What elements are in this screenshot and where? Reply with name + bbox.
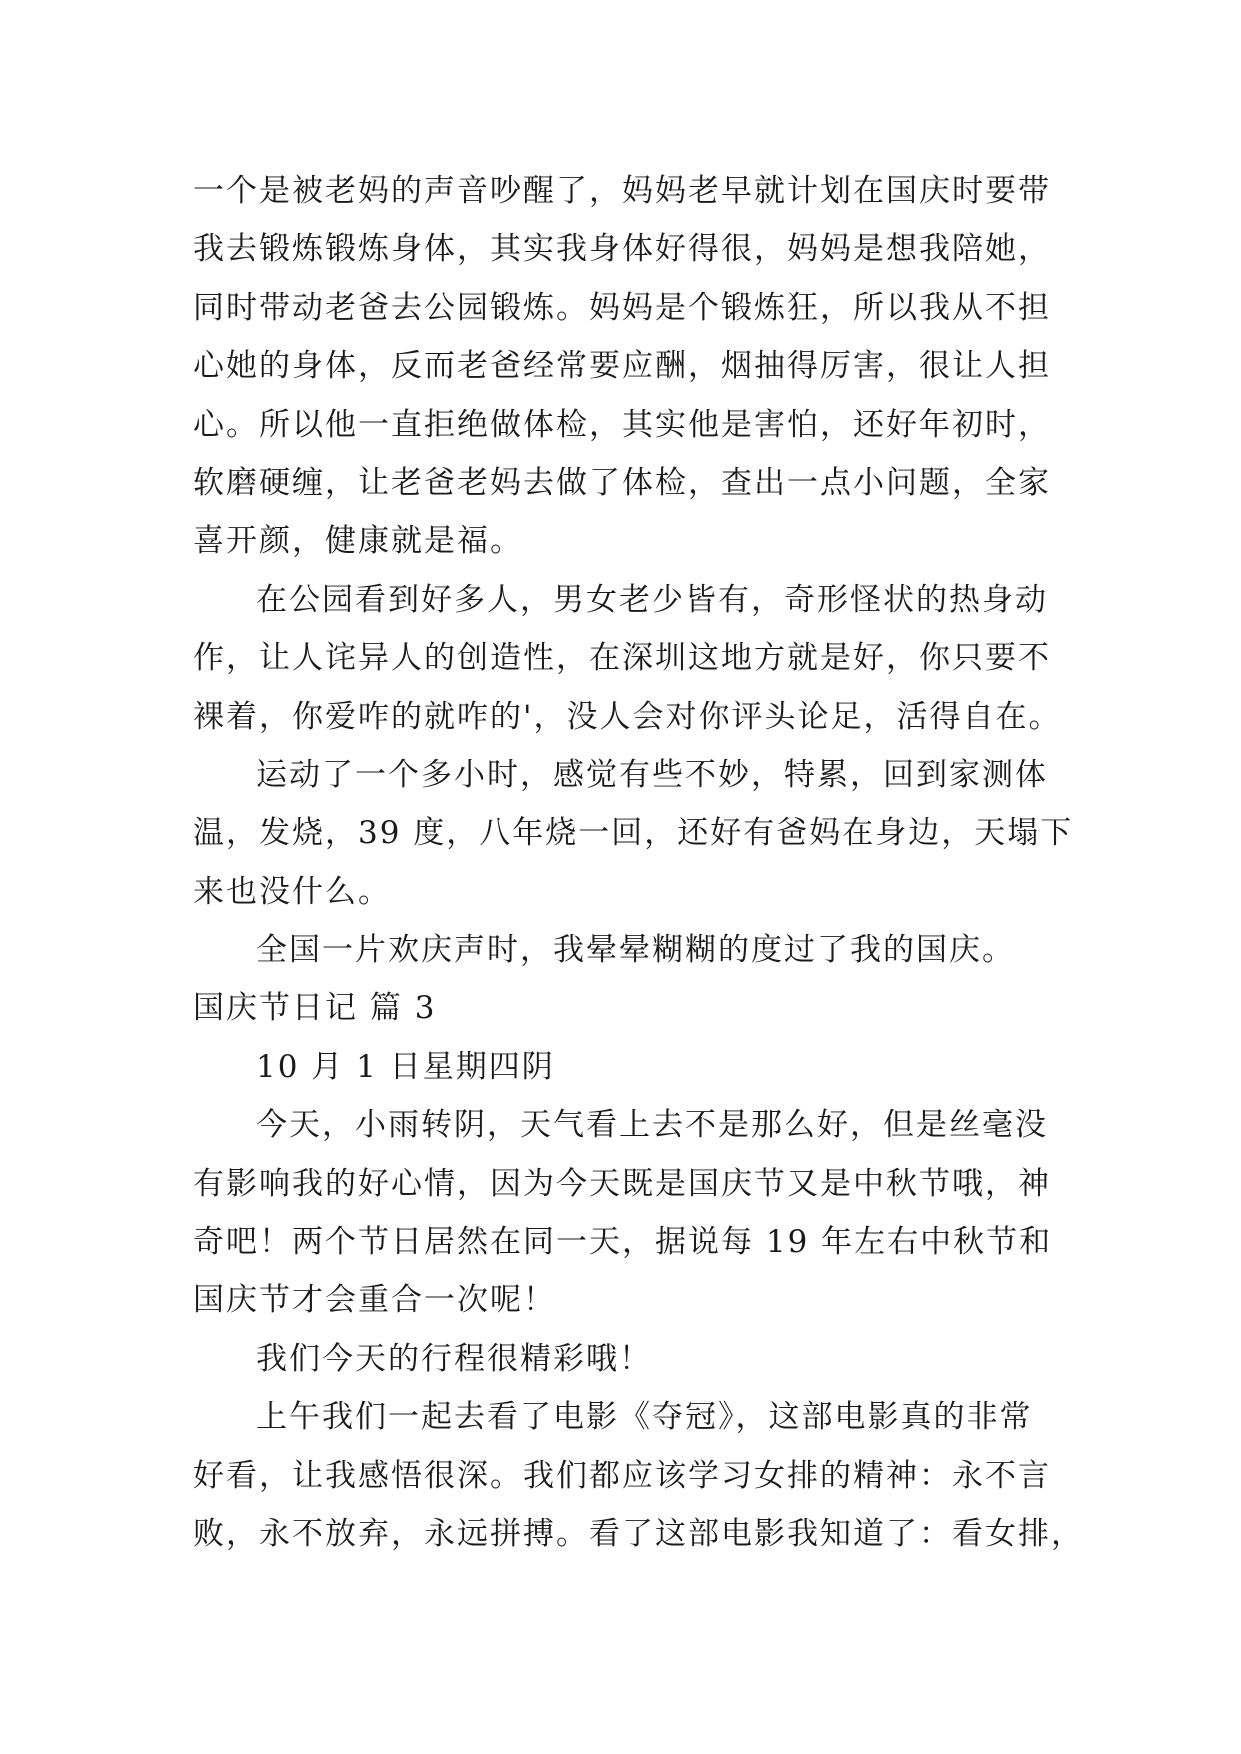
- text-line-2: 我去锻炼锻炼身体，其实我身体好得很，妈妈是想我陪她，: [193, 231, 1051, 268]
- text-line-1: 一个是被老妈的声音吵醒了，妈妈老早就计划在国庆时要带: [193, 173, 1051, 209]
- text-line-23: 好看，让我感悟很深。我们都应该学习女排的精神：永不言: [193, 1457, 1051, 1494]
- text-line-5: 心。所以他一直拒绝做体检，其实他是害怕，还好年初时，: [193, 406, 1051, 443]
- diary-date-line: 10 月 1 日星期四阴: [256, 1048, 555, 1085]
- text-line-3: 同时带动老爸去公园锻炼。妈妈是个锻炼狂，所以我从不担: [193, 289, 1051, 326]
- text-line-12: 温，发烧，39 度，八年烧一回，还好有爸妈在身边，天塌下: [193, 815, 1074, 852]
- text-line-14: 全国一片欢庆声时，我晕晕糊糊的度过了我的国庆。: [256, 932, 1015, 969]
- text-line-22: 上午我们一起去看了电影《夺冠》，这部电影真的非常: [256, 1399, 1033, 1436]
- text-line-13: 来也没什么。: [193, 873, 391, 910]
- text-line-10: 裸着，你爱咋的就咋的'，没人会对你评头论足，活得自在。: [193, 698, 1062, 735]
- document-body: [193, 162, 1084, 1563]
- text-line-8: 在公园看到好多人，男女老少皆有，奇形怪状的热身动: [256, 581, 1048, 618]
- text-line-18: 有影响我的好心情，因为今天既是国庆节又是中秋节哦，神: [193, 1165, 1051, 1202]
- text-line-7: 喜开颜，健康就是福。: [193, 523, 523, 560]
- text-line-19: 奇吧！两个节日居然在同一天，据说每 19 年左右中秋节和: [193, 1224, 1053, 1261]
- text-line-24: 败，永不放弃，永远拼搏。看了这部电影我知道了：看女排，: [193, 1515, 1084, 1552]
- section-heading: 国庆节日记 篇 3: [193, 990, 437, 1027]
- text-line-21: 我们今天的行程很精彩哦！: [256, 1340, 652, 1377]
- text-line-9: 作，让人诧异人的创造性，在深圳这地方就是好，你只要不: [193, 640, 1051, 677]
- text-line-17: 今天，小雨转阴，天气看上去不是那么好，但是丝毫没: [256, 1107, 1048, 1144]
- text-line-11: 运动了一个多小时，感觉有些不妙，特累，回到家测体: [256, 756, 1048, 793]
- text-line-4: 心她的身体，反而老爸经常要应酬，烟抽得厉害，很让人担: [193, 348, 1051, 385]
- text-line-20: 国庆节才会重合一次呢！: [193, 1282, 556, 1319]
- text-line-6: 软磨硬缠，让老爸老妈去做了体检，查出一点小问题，全家: [193, 464, 1051, 501]
